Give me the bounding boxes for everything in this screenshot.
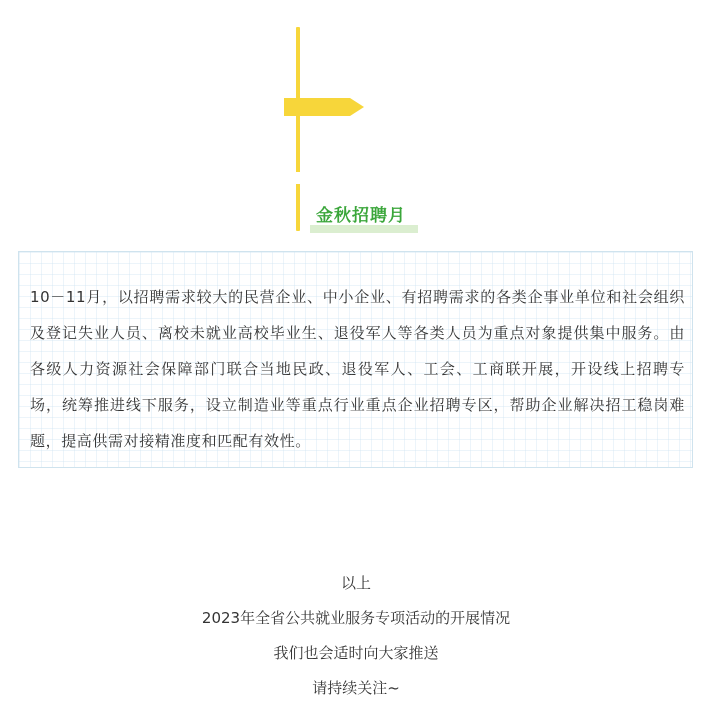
content-paragraph: 10－11月，以招聘需求较大的民营企业、中小企业、有招聘需求的各类企事业单位和社会组织及登记失业人员、离校未就业高校毕业生、退役军人等各类人员为重点对象提供集中服务。由各级人力资源社会保障部门联合当地民政、退役军人、工会、工商联开展，开设线上招聘专场，统筹推进线下服务，设立制造业等重点行业重点企业招聘专区，帮助企业解决招工稳岗难题，提高供需对接精准度和匹配有效性。: [30, 288, 685, 450]
section-title: 金秋招聘月: [316, 206, 406, 226]
closing-line-2: 2023年全省公共就业服务专项活动的开展情况: [201, 609, 511, 627]
signpost-arrow-icon: [284, 96, 364, 118]
closing-block: [0, 568, 712, 708]
closing-line-3: 我们也会适时向大家推送: [273, 644, 439, 662]
closing-line-1: 以上: [340, 574, 371, 592]
signpost-pole: [296, 27, 300, 231]
closing-line-4: 请持续关注~: [312, 679, 400, 697]
pole-gap: [294, 172, 302, 184]
